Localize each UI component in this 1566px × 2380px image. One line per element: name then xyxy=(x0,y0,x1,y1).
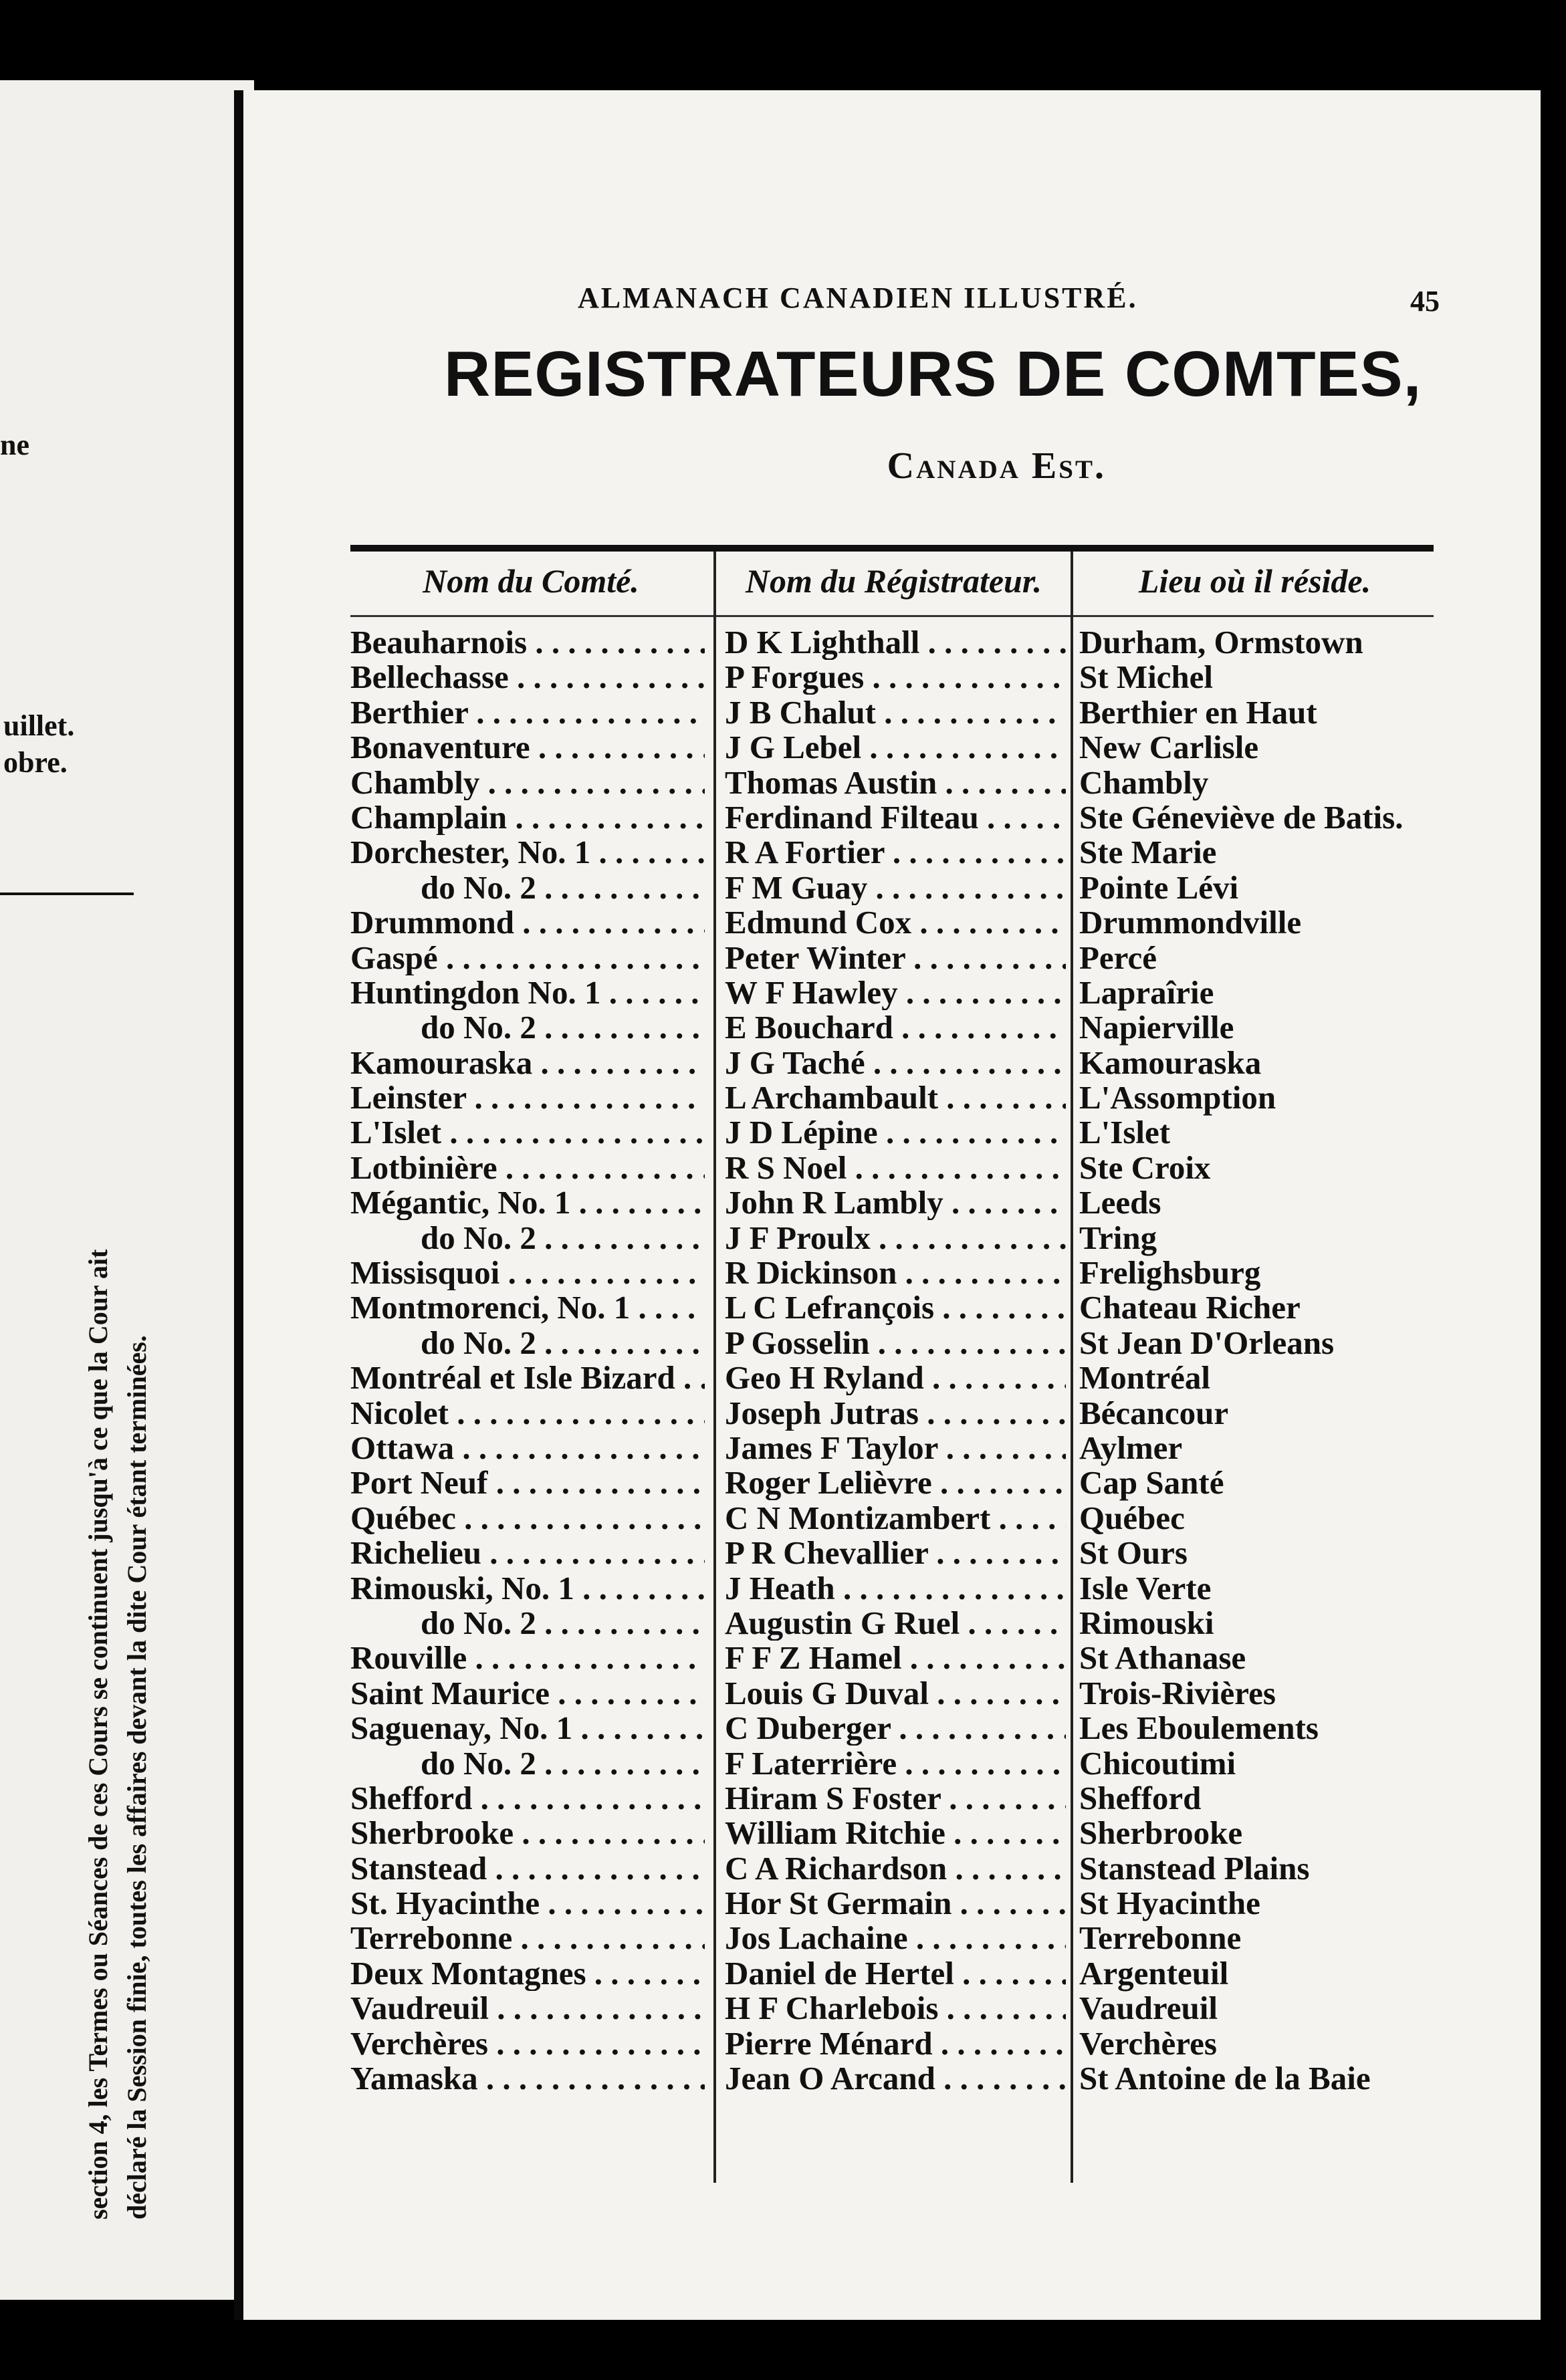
residence-cell: Napierville xyxy=(1079,1009,1234,1046)
county-cell: do No. 2 . . . xyxy=(350,1326,705,1360)
county-cell: Vaudreuil . . . xyxy=(350,1991,705,2026)
residence-cell: St Hyacinthe xyxy=(1079,1885,1260,1922)
county-cell: Mégantic, No. 1 . . . xyxy=(350,1185,705,1220)
table-row xyxy=(350,1606,1460,1641)
residence-cell: Tring xyxy=(1079,1219,1157,1256)
residence-cell: Bécancour xyxy=(1079,1394,1229,1431)
residence-cell: Pointe Lévi xyxy=(1079,868,1239,906)
column-header-residence: Lieu où il réside. xyxy=(1138,562,1371,600)
column-header-county: Nom du Comté. xyxy=(423,562,639,600)
page-title: REGISTRATEURS DE COMTES, xyxy=(444,338,1422,410)
registrar-table xyxy=(350,625,1460,2096)
county-cell: Yamaska . . . xyxy=(350,2061,705,2096)
left-fragment-3: obre. xyxy=(3,746,68,779)
table-row xyxy=(350,1046,1460,1080)
column-header-registrar: Nom du Régistrateur. xyxy=(745,562,1042,600)
county-cell: do No. 2 . . . xyxy=(350,1221,705,1256)
table-row xyxy=(350,1431,1460,1465)
county-cell: Saguenay, No. 1 . . . xyxy=(350,1711,705,1746)
table-row xyxy=(350,870,1460,905)
residence-cell: Lapraîrie xyxy=(1079,973,1214,1011)
residence-cell: Ste Géneviève de Batis. xyxy=(1079,798,1404,836)
residence-cell: Ste Marie xyxy=(1079,834,1217,871)
table-row xyxy=(350,800,1460,835)
residence-cell: Rimouski xyxy=(1079,1604,1214,1641)
residence-cell: Kamouraska xyxy=(1079,1044,1262,1081)
page-subtitle: Canada Est. xyxy=(887,445,1106,487)
table-row xyxy=(350,1080,1460,1115)
left-page-fragment xyxy=(0,80,254,2300)
registrar-cell: W F Hawley . . . xyxy=(725,975,1066,1010)
residence-cell: Sherbrooke xyxy=(1079,1814,1243,1852)
county-cell: do No. 2 . . . xyxy=(350,1606,705,1641)
table-row xyxy=(350,625,1460,660)
registrar-cell: Daniel de Hertel . . . xyxy=(725,1956,1066,1991)
registrar-cell: C Duberger . . . xyxy=(725,1711,1066,1746)
rotated-line-2: déclaré la Session finie, toutes les affaires devant la dite Cour étant terminées. xyxy=(122,1335,152,2220)
left-divider xyxy=(0,892,134,895)
county-cell: Deux Montagnes . . . xyxy=(350,1956,705,1991)
registrar-cell: J F Proulx . . . xyxy=(725,1221,1066,1256)
registrar-cell: Edmund Cox . . . xyxy=(725,905,1066,940)
county-cell: Shefford . . . xyxy=(350,1781,705,1816)
registrar-cell: R A Fortier . . . xyxy=(725,835,1066,870)
table-row xyxy=(350,695,1460,730)
page-number: 45 xyxy=(1410,285,1440,318)
residence-cell: St Michel xyxy=(1079,659,1214,696)
left-fragment-2: uillet. xyxy=(3,709,75,742)
table-row xyxy=(350,1571,1460,1606)
registrar-cell: J B Chalut . . . xyxy=(725,695,1066,730)
table-row xyxy=(350,1256,1460,1290)
registrar-cell: Pierre Ménard . . . xyxy=(725,2026,1066,2061)
table-row xyxy=(350,975,1460,1010)
registrar-cell: Hor St Germain . . . xyxy=(725,1886,1066,1921)
registrar-cell: R S Noel . . . xyxy=(725,1151,1066,1185)
registrar-cell: P R Chevallier . . . xyxy=(725,1536,1066,1570)
registrar-cell: Jean O Arcand . . . xyxy=(725,2061,1066,2096)
county-cell: Gaspé . . . xyxy=(350,941,705,975)
registrar-cell: J Heath . . . xyxy=(725,1571,1066,1606)
residence-cell: L'Assomption xyxy=(1079,1079,1276,1116)
rotated-line-1: section 4, les Termes ou Séances de ces Cours se continuent jusqu'à ce que la Cour ait xyxy=(83,1249,113,2220)
registrar-cell: E Bouchard . . . xyxy=(725,1010,1066,1045)
registrar-cell: C A Richardson . . . xyxy=(725,1851,1066,1886)
residence-cell: Isle Verte xyxy=(1079,1569,1212,1606)
residence-cell: St Antoine de la Baie xyxy=(1079,2060,1371,2097)
county-cell: Rimouski, No. 1 . . . xyxy=(350,1571,705,1606)
table-row xyxy=(350,905,1460,940)
residence-cell: Leeds xyxy=(1079,1184,1161,1221)
table-row xyxy=(350,1151,1460,1185)
table-row xyxy=(350,660,1460,695)
residence-cell: New Carlisle xyxy=(1079,729,1259,766)
table-row xyxy=(350,1290,1460,1325)
registrar-cell: C N Montizambert . . . xyxy=(725,1501,1066,1536)
table-row xyxy=(350,2026,1460,2061)
table-row xyxy=(350,835,1460,870)
county-cell: Saint Maurice . . . xyxy=(350,1676,705,1711)
table-row xyxy=(350,1010,1460,1045)
table-row xyxy=(350,2061,1460,2096)
residence-cell: St Jean D'Orleans xyxy=(1079,1324,1335,1361)
registrar-cell: Hiram S Foster . . . xyxy=(725,1781,1066,1816)
registrar-cell: Geo H Ryland . . . xyxy=(725,1360,1066,1395)
table-row xyxy=(350,1185,1460,1220)
county-cell: Bonaventure . . . xyxy=(350,730,705,765)
table-row xyxy=(350,765,1460,800)
residence-cell: Argenteuil xyxy=(1079,1954,1229,1992)
registrar-cell: F F Z Hamel . . . xyxy=(725,1641,1066,1675)
residence-cell: Montréal xyxy=(1079,1359,1210,1397)
table-row xyxy=(350,1921,1460,1955)
table-row xyxy=(350,1221,1460,1256)
table-row xyxy=(350,1115,1460,1150)
county-cell: L'Islet . . . xyxy=(350,1115,705,1150)
registrar-cell: J D Lépine . . . xyxy=(725,1115,1066,1150)
county-cell: Richelieu . . . xyxy=(350,1536,705,1570)
county-cell: Dorchester, No. 1 . . . xyxy=(350,835,705,870)
residence-cell: Aylmer xyxy=(1079,1429,1183,1466)
residence-cell: Ste Croix xyxy=(1079,1149,1211,1186)
residence-cell: Berthier en Haut xyxy=(1079,693,1317,731)
top-rule xyxy=(350,545,1434,552)
county-cell: Bellechasse . . . xyxy=(350,660,705,695)
registrar-cell: Roger Lelièvre . . . xyxy=(725,1465,1066,1500)
residence-cell: Drummondville xyxy=(1079,904,1302,941)
registrar-cell: John R Lambly . . . xyxy=(725,1185,1066,1220)
residence-cell: Chicoutimi xyxy=(1079,1744,1236,1782)
residence-cell: Stanstead Plains xyxy=(1079,1849,1310,1887)
county-cell: Berthier . . . xyxy=(350,695,705,730)
table-row xyxy=(350,1465,1460,1500)
residence-cell: Durham, Ormstown xyxy=(1079,624,1363,661)
table-row xyxy=(350,1396,1460,1431)
table-row xyxy=(350,1991,1460,2026)
registrar-cell: P Forgues . . . xyxy=(725,660,1066,695)
county-cell: Drummond . . . xyxy=(350,905,705,940)
residence-cell: Les Eboulements xyxy=(1079,1709,1319,1747)
table-row xyxy=(350,730,1460,765)
registrar-cell: Peter Winter . . . xyxy=(725,941,1066,975)
registrar-cell: P Gosselin . . . xyxy=(725,1326,1066,1360)
county-cell: St. Hyacinthe . . . xyxy=(350,1886,705,1921)
county-cell: Beauharnois . . . xyxy=(350,625,705,660)
registrar-cell: F Laterrière . . . xyxy=(725,1746,1066,1781)
registrar-cell: R Dickinson . . . xyxy=(725,1256,1066,1290)
county-cell: Chambly . . . xyxy=(350,765,705,800)
table-row xyxy=(350,1851,1460,1886)
left-rotated-text xyxy=(79,1250,156,2220)
registrar-cell: Jos Lachaine . . . xyxy=(725,1921,1066,1955)
registrar-cell: D K Lighthall . . . xyxy=(725,625,1066,660)
county-cell: Sherbrooke . . . xyxy=(350,1816,705,1851)
residence-cell: Vaudreuil xyxy=(1079,1990,1218,2027)
county-cell: do No. 2 . . . xyxy=(350,1746,705,1781)
table-row xyxy=(350,1676,1460,1711)
residence-cell: Verchères xyxy=(1079,2024,1217,2062)
registrar-cell: J G Taché . . . xyxy=(725,1046,1066,1080)
residence-cell: Shefford xyxy=(1079,1779,1202,1816)
residence-cell: Terrebonne xyxy=(1079,1919,1242,1957)
county-cell: Terrebonne . . . xyxy=(350,1921,705,1955)
county-cell: Rouville . . . xyxy=(350,1641,705,1675)
registrar-cell: H F Charlebois . . . xyxy=(725,1991,1066,2026)
registrar-cell: Augustin G Ruel . . . xyxy=(725,1606,1066,1641)
table-row xyxy=(350,1781,1460,1816)
residence-cell: Chambly xyxy=(1079,763,1209,801)
registrar-cell: Louis G Duval . . . xyxy=(725,1676,1066,1711)
residence-cell: Frelighsburg xyxy=(1079,1254,1261,1292)
county-cell: Missisquoi . . . xyxy=(350,1256,705,1290)
table-row xyxy=(350,1326,1460,1360)
registrar-cell: Joseph Jutras . . . xyxy=(725,1396,1066,1431)
residence-cell: St Athanase xyxy=(1079,1639,1246,1677)
county-cell: Québec . . . xyxy=(350,1501,705,1536)
county-cell: Leinster . . . xyxy=(350,1080,705,1115)
table-row xyxy=(350,941,1460,975)
residence-cell: St Ours xyxy=(1079,1534,1188,1572)
table-row xyxy=(350,1536,1460,1570)
county-cell: Lotbinière . . . xyxy=(350,1151,705,1185)
registrar-cell: L Archambault . . . xyxy=(725,1080,1066,1115)
residence-cell: Trois-Rivières xyxy=(1079,1674,1276,1711)
county-cell: Stanstead . . . xyxy=(350,1851,705,1886)
county-cell: do No. 2 . . . xyxy=(350,870,705,905)
table-row xyxy=(350,1501,1460,1536)
county-cell: Nicolet . . . xyxy=(350,1396,705,1431)
left-fragment-1: ne xyxy=(0,429,29,461)
county-cell: Verchères . . . xyxy=(350,2026,705,2061)
county-cell: Montmorenci, No. 1 . . . xyxy=(350,1290,705,1325)
residence-cell: Cap Santé xyxy=(1079,1464,1224,1502)
registrar-cell: Ferdinand Filteau . . . xyxy=(725,800,1066,835)
table-row xyxy=(350,1886,1460,1921)
residence-cell: Québec xyxy=(1079,1499,1185,1536)
county-cell: Montréal et Isle Bizard . . . xyxy=(350,1360,705,1395)
county-cell: Huntingdon No. 1 . . . xyxy=(350,975,705,1010)
registrar-cell: J G Lebel . . . xyxy=(725,730,1066,765)
registrar-cell: James F Taylor . . . xyxy=(725,1431,1066,1465)
registrar-cell: Thomas Austin . . . xyxy=(725,765,1066,800)
residence-cell: Percé xyxy=(1079,939,1157,976)
county-cell: Kamouraska . . . xyxy=(350,1046,705,1080)
county-cell: Ottawa . . . xyxy=(350,1431,705,1465)
table-row xyxy=(350,1711,1460,1746)
registrar-cell: L C Lefrançois . . . xyxy=(725,1290,1066,1325)
county-cell: Champlain . . . xyxy=(350,800,705,835)
registrar-cell: William Ritchie . . . xyxy=(725,1816,1066,1851)
residence-cell: L'Islet xyxy=(1079,1114,1171,1151)
table-row xyxy=(350,1816,1460,1851)
running-head: ALMANACH CANADIEN ILLUSTRÉ. xyxy=(578,281,1138,314)
table-row xyxy=(350,1956,1460,1991)
right-page xyxy=(234,90,1541,2320)
county-cell: do No. 2 . . . xyxy=(350,1010,705,1045)
table-row xyxy=(350,1360,1460,1395)
table-row xyxy=(350,1641,1460,1675)
header-rule xyxy=(350,615,1434,617)
registrar-cell: F M Guay . . . xyxy=(725,870,1066,905)
table-row xyxy=(350,1746,1460,1781)
county-cell: Port Neuf . . . xyxy=(350,1465,705,1500)
residence-cell: Chateau Richer xyxy=(1079,1289,1301,1326)
